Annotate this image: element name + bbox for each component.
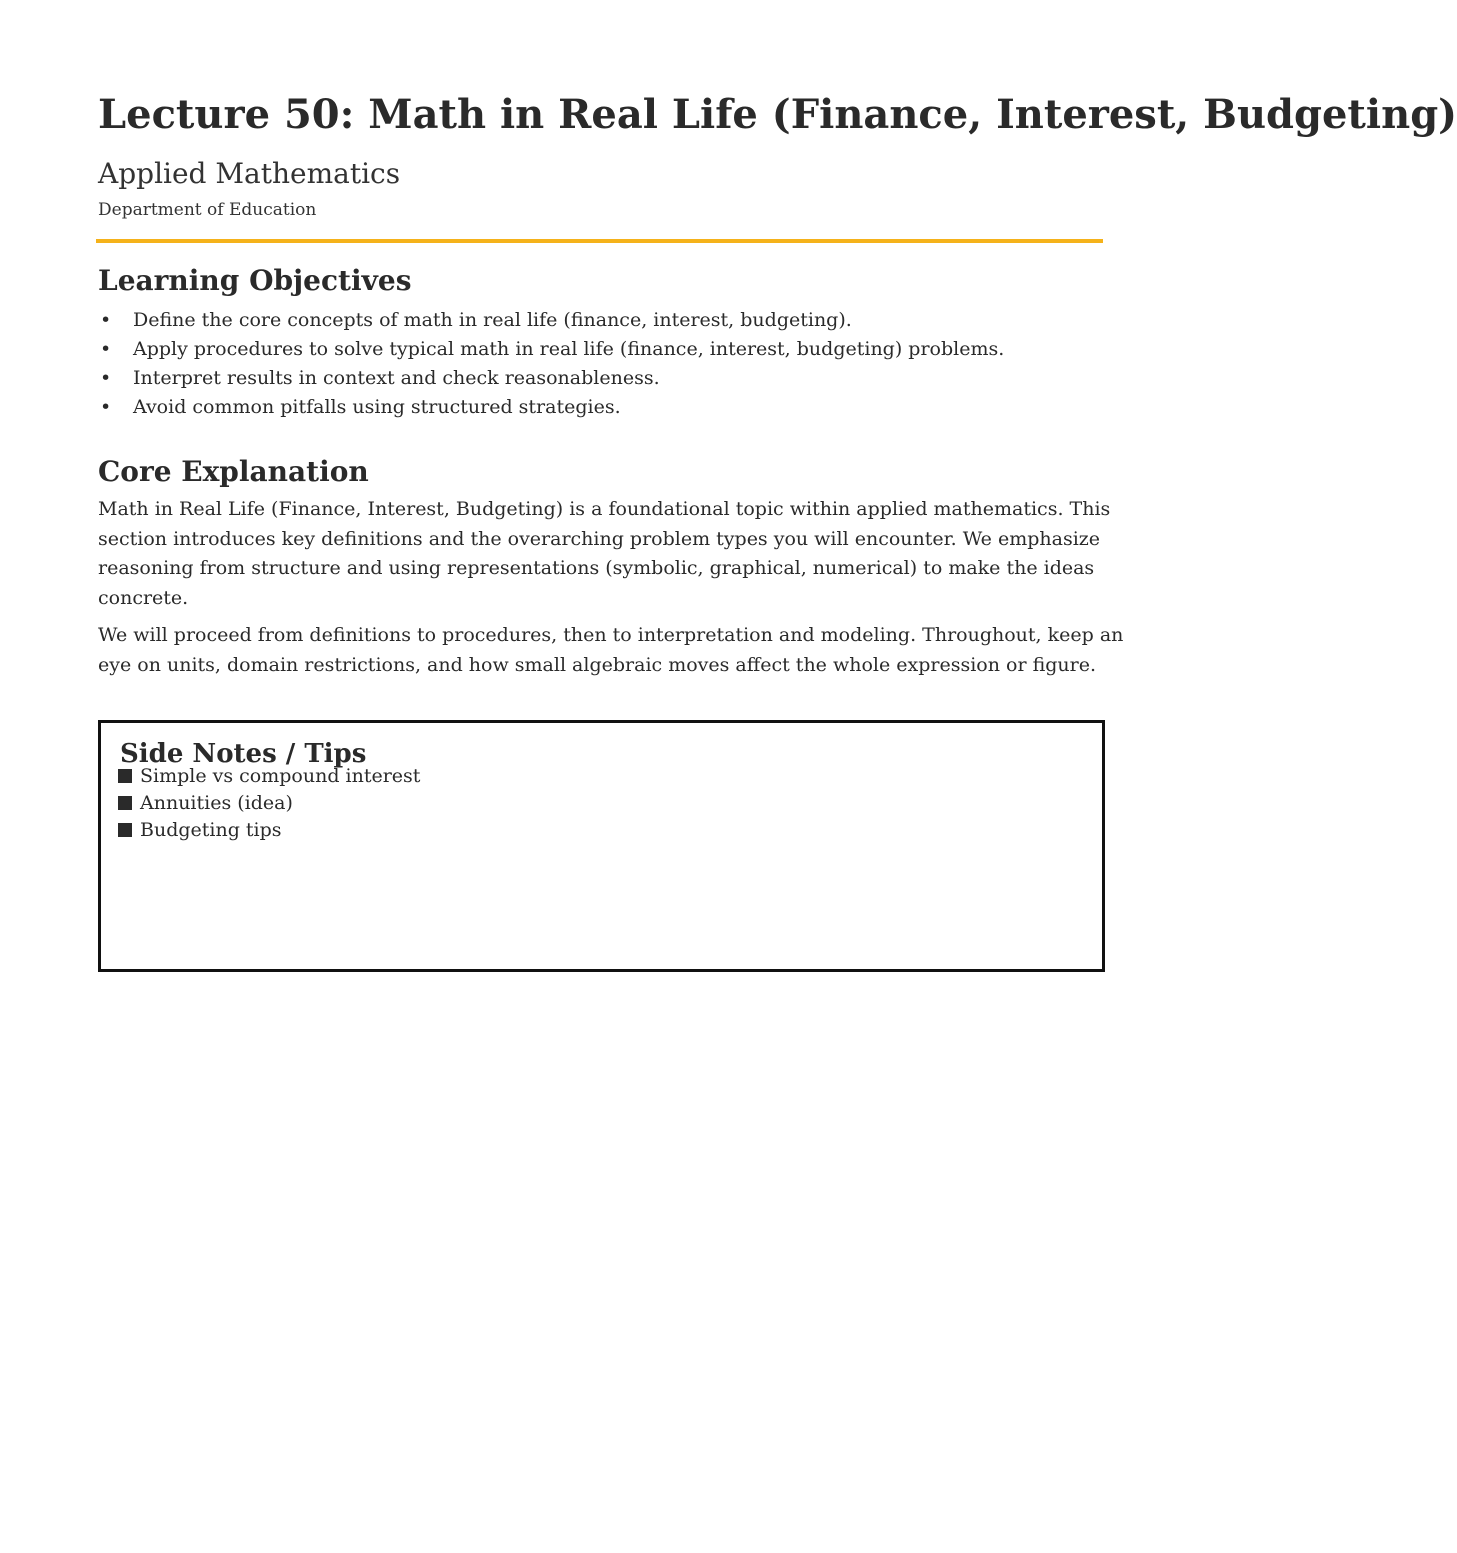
core-explanation-heading: Core Explanation [98,455,369,488]
list-item [98,306,1058,335]
header-divider [96,239,1103,243]
core-paragraph-1: Math in Real Life (Finance, Interest, Budgeting) is a foundational topic within applied mathematics. This section introduces key definitions and the overarching problem types you will encounter. We emphasize reasoning from structure and using representations (symbolic, graphical, numerical) to make the ideas concrete. [98,498,1111,609]
list-item [98,393,1058,422]
square-bullet-icon [118,823,132,837]
bullet-icon: • [100,367,112,389]
bullet-icon: • [100,338,112,360]
tip-text: Simple vs compound interest [140,765,421,787]
learning-objectives-list [98,306,1058,422]
square-bullet-icon [118,796,132,810]
list-item [98,335,1058,364]
list-item [118,817,420,844]
learning-objectives-heading: Learning Objectives [98,264,412,297]
objective-text: Avoid common pitfalls using structured strategies. [133,396,621,418]
square-bullet-icon [118,769,132,783]
side-notes-box [98,720,1105,972]
department-label: Department of Education [98,200,317,220]
side-notes-heading: Side Notes / Tips [120,739,367,769]
page-title: Lecture 50: Math in Real Life (Finance, Interest, Budgeting) [98,91,1457,138]
tip-text: Budgeting tips [140,819,282,841]
bullet-icon: • [100,396,112,418]
bullet-icon: • [100,309,112,331]
list-item [98,364,1058,393]
core-paragraph-2: We will proceed from definitions to procedures, then to interpretation and modeling. Throughout, keep an eye on units, domain restrictions, and how small algebraic moves affect the whole expression or figure. [98,624,1124,676]
tip-text: Annuities (idea) [140,792,293,814]
course-subtitle: Applied Mathematics [98,157,401,190]
list-item [118,763,420,790]
side-notes-list [118,763,420,844]
list-item [118,790,420,817]
objective-text: Define the core concepts of math in real life (finance, interest, budgeting). [133,309,852,331]
objective-text: Interpret results in context and check reasonableness. [133,367,660,389]
objective-text: Apply procedures to solve typical math in real life (finance, interest, budgeting) problems. [133,338,1005,360]
